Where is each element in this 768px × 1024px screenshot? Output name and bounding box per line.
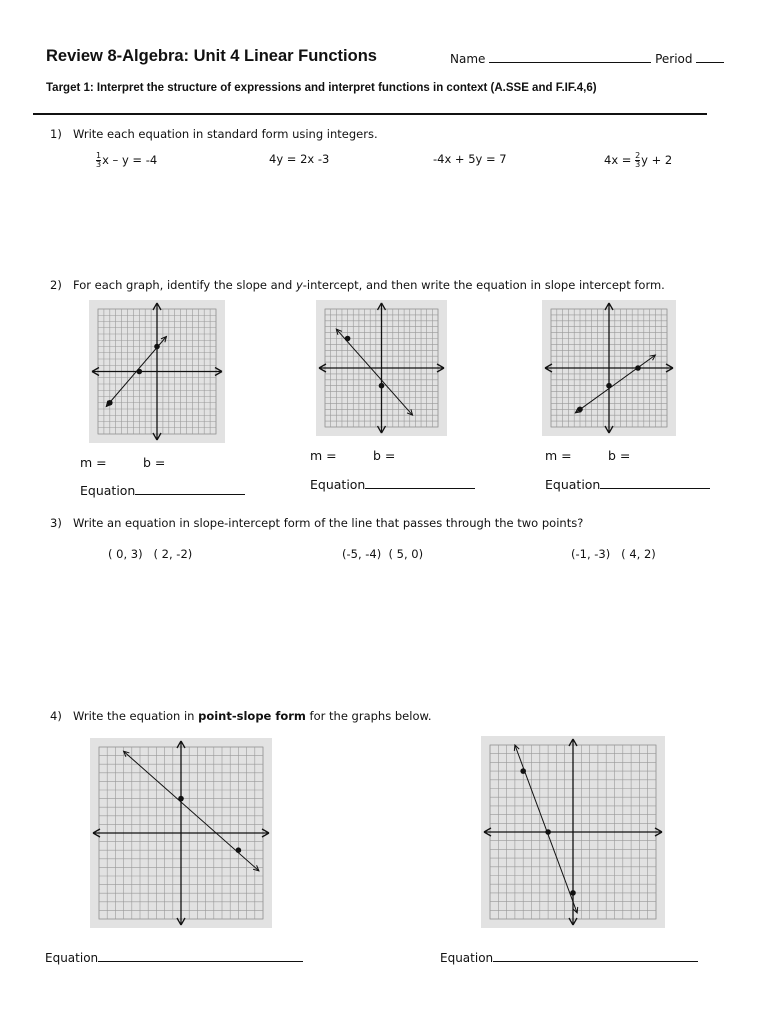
q3-point-pair-1: ( 0, 3) ( 2, -2)	[108, 547, 193, 561]
target-statement: Target 1: Interpret the structure of expressions and interpret functions in context (A.SSE and F.IF.4,6)	[46, 82, 597, 94]
q2-number: 2)	[50, 278, 62, 292]
name-blank[interactable]	[489, 51, 651, 63]
q3-point-pair-2: (-5, -4) ( 5, 0)	[342, 547, 424, 561]
q4-number: 4)	[50, 709, 62, 723]
q3-number: 3)	[50, 516, 62, 530]
graph-point	[570, 890, 576, 896]
period-label: Period	[655, 52, 693, 66]
graph-point	[577, 407, 583, 413]
fraction: $\frac{2}{3}$	[635, 151, 641, 169]
q2-prompt: For each graph, identify the slope and y-intercept, and then write the equation in slope intercept form.	[73, 278, 665, 292]
header-divider	[33, 113, 707, 115]
graph-point	[236, 847, 242, 853]
q1-equation-3: -4x + 5y = 7	[433, 152, 507, 166]
q4-graph-1	[90, 738, 272, 928]
q4-graph-2	[481, 736, 665, 928]
q2-graph-3-slope-label: m =	[545, 448, 572, 463]
graph-point	[520, 768, 526, 774]
answer-blank[interactable]	[135, 483, 245, 495]
graph-point	[379, 383, 385, 389]
graph-point	[345, 336, 351, 342]
q2-graph-2-intercept-label: b =	[373, 448, 396, 463]
q4-prompt: Write the equation in point-slope form for the graphs below.	[73, 709, 432, 723]
q2-graph-3	[542, 300, 676, 436]
answer-blank[interactable]	[600, 477, 710, 489]
graph-point	[107, 400, 113, 406]
answer-blank[interactable]	[98, 950, 303, 962]
q2-graph-1-slope-label: m =	[80, 455, 107, 470]
q2-graph-1-intercept-label: b =	[143, 455, 166, 470]
q4-graph-2-equation: Equation	[440, 950, 698, 965]
q2-graph-3-equation: Equation	[545, 477, 710, 492]
fraction: $\frac{1}{3}$	[96, 151, 102, 169]
graph-point	[154, 344, 160, 350]
answer-blank[interactable]	[365, 477, 475, 489]
page-title: Review 8-Algebra: Unit 4 Linear Functions	[46, 47, 377, 65]
graph-point	[545, 829, 551, 835]
q1-prompt: Write each equation in standard form using integers.	[73, 127, 378, 141]
graph-point	[178, 796, 184, 802]
q3-point-pair-3: (-1, -3) ( 4, 2)	[571, 547, 656, 561]
q3-prompt: Write an equation in slope-intercept form of the line that passes through the two points?	[73, 516, 584, 530]
q2-graph-1-equation: Equation	[80, 483, 245, 498]
q1-equation-2: 4y = 2x -3	[269, 152, 330, 166]
graph-point	[137, 369, 143, 375]
graph-point	[635, 365, 641, 371]
q1-equation-4: 4x = $\frac{2}{3}$ y + 2	[604, 151, 673, 169]
period-blank[interactable]	[696, 51, 724, 63]
q2-graph-3-intercept-label: b =	[608, 448, 631, 463]
q2-graph-2-equation: Equation	[310, 477, 475, 492]
q2-graph-2	[316, 300, 447, 436]
q1-number: 1)	[50, 127, 62, 141]
q2-graph-2-slope-label: m =	[310, 448, 337, 463]
graph-point	[606, 383, 612, 389]
q2-graph-1	[89, 300, 225, 443]
name-period-line	[450, 51, 724, 66]
q1-equation-1: $\frac{1}{3}$ x – y = -4	[96, 151, 158, 169]
answer-blank[interactable]	[493, 950, 698, 962]
q4-graph-1-equation: Equation	[45, 950, 303, 965]
name-label: Name	[450, 52, 486, 66]
